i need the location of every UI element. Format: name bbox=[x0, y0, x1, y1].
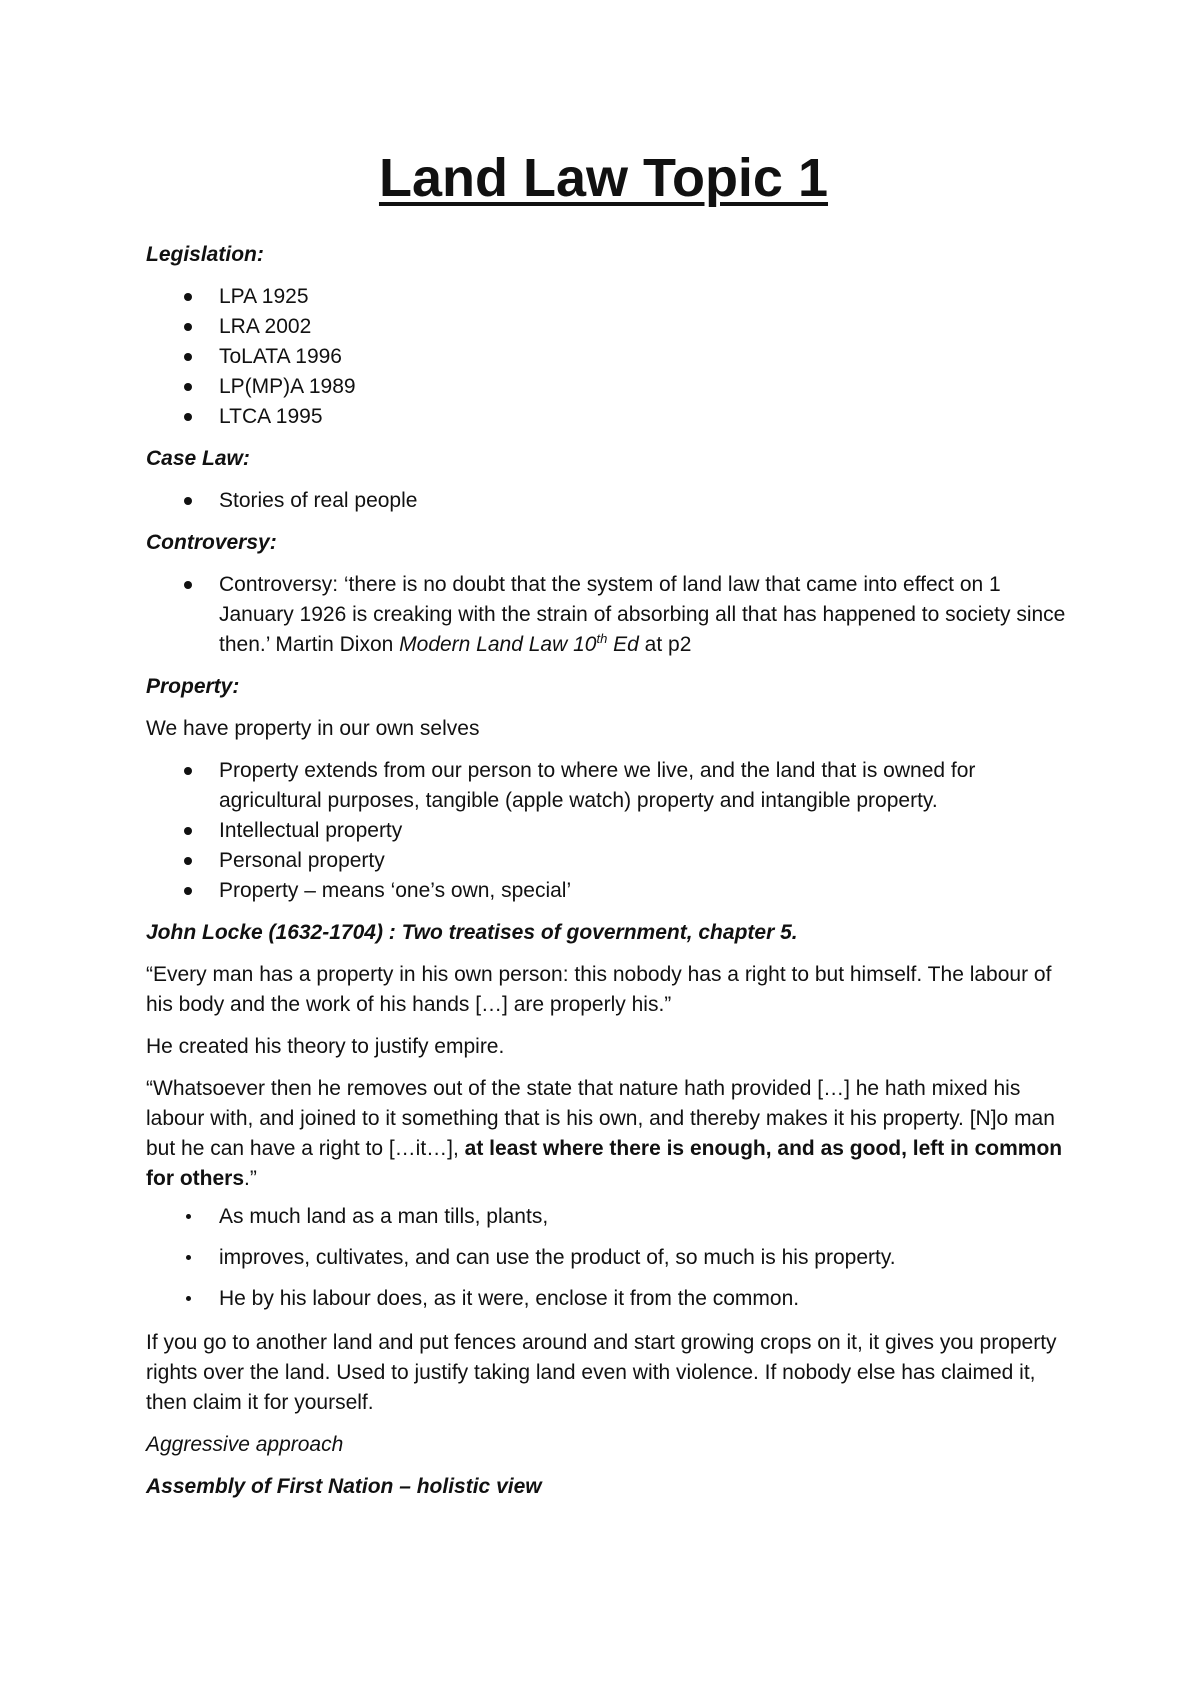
bullet-icon bbox=[184, 323, 192, 331]
first-nation-heading: Assembly of First Nation – holistic view bbox=[146, 1475, 542, 1498]
bullet-icon bbox=[184, 827, 192, 835]
locke-quote-1: “Every man has a property in his own person: this nobody has a right to but himself. The labour of his body and the work of his hands […] are properly his.” bbox=[146, 963, 1052, 1016]
locke-list bbox=[146, 1202, 1076, 1325]
list-item: improves, cultivates, and can use the product of, so much is his property. bbox=[146, 1243, 1076, 1273]
controversy-list bbox=[146, 570, 1076, 660]
property-intro: We have property in our own selves bbox=[146, 717, 480, 740]
bullet-icon bbox=[184, 293, 192, 301]
bullet-icon bbox=[184, 497, 192, 505]
bullet-icon bbox=[184, 383, 192, 391]
property-list bbox=[146, 756, 1076, 906]
case-law-heading: Case Law: bbox=[146, 447, 250, 470]
bullet-icon bbox=[186, 1214, 191, 1219]
bullet-icon bbox=[184, 857, 192, 865]
list-item: LTCA 1995 bbox=[146, 402, 1076, 432]
list-item: He by his labour does, as it were, enclose it from the common. bbox=[146, 1284, 1076, 1314]
page-title: Land Law Topic 1 bbox=[378, 148, 829, 208]
property-heading: Property: bbox=[146, 675, 240, 698]
locke-quote-2: “Whatsoever then he removes out of the state that nature hath provided […] he hath mixed his labour with, and joined to it something that is his own, and thereby makes it his property. [N]o man but he can have a right to […it…], at least where there is enough, and as good, left in common for others.” bbox=[146, 1077, 1063, 1190]
list-item: Property – means ‘one’s own, special’ bbox=[146, 876, 1076, 906]
bullet-icon bbox=[184, 353, 192, 361]
aggressive-approach: Aggressive approach bbox=[146, 1433, 344, 1456]
list-item: Intellectual property bbox=[146, 816, 1076, 846]
list-item: As much land as a man tills, plants, bbox=[146, 1202, 1076, 1232]
legislation-list bbox=[146, 282, 1076, 432]
locke-theory: He created his theory to justify empire. bbox=[146, 1035, 505, 1058]
case-law-list bbox=[146, 486, 1076, 516]
locke-heading: John Locke (1632-1704) : Two treatises of government, chapter 5. bbox=[146, 921, 798, 944]
list-item: LRA 2002 bbox=[146, 312, 1076, 342]
legislation-heading: Legislation: bbox=[146, 243, 264, 266]
bullet-icon bbox=[184, 581, 192, 589]
list-item: Stories of real people bbox=[146, 486, 1076, 516]
bullet-icon bbox=[184, 413, 192, 421]
bullet-icon bbox=[184, 887, 192, 895]
bullet-icon bbox=[186, 1255, 191, 1260]
controversy-item: Controversy: ‘there is no doubt that the system of land law that came into effect on 1 January 1926 is creaking with the strain of absorbing all that has happened to society since then.’ Martin Dixon Modern Land Law 10th Ed at p2 bbox=[146, 570, 1076, 660]
book-title: Modern Land Law 10th Ed bbox=[399, 631, 639, 656]
bullet-icon bbox=[184, 767, 192, 775]
locke-explanation: If you go to another land and put fences around and start growing crops on it, it gives you property rights over the land. Used to justify taking land even with violence. If nobody else has claimed it, then claim it for yourself. bbox=[146, 1331, 1057, 1414]
list-item: LPA 1925 bbox=[146, 282, 1076, 312]
controversy-heading: Controversy: bbox=[146, 531, 277, 554]
list-item: Property extends from our person to where we live, and the land that is owned for agricultural purposes, tangible (apple watch) property and intangible property. bbox=[146, 756, 1076, 816]
list-item: LP(MP)A 1989 bbox=[146, 372, 1076, 402]
list-item: ToLATA 1996 bbox=[146, 342, 1076, 372]
bullet-icon bbox=[186, 1296, 191, 1301]
list-item: Personal property bbox=[146, 846, 1076, 876]
